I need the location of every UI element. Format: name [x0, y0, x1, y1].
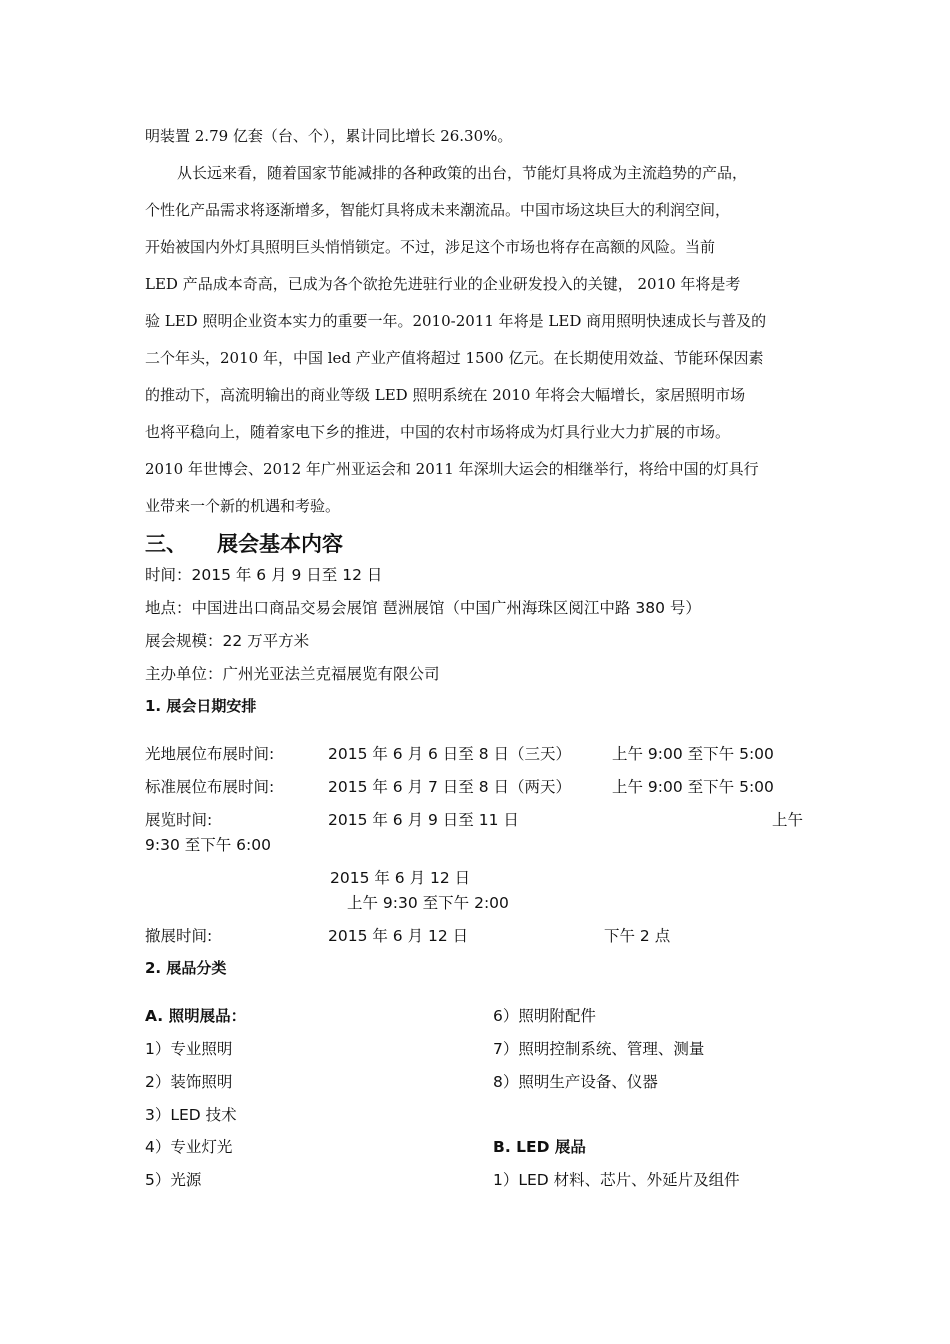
- paragraph-line: 的推动下，高流明输出的商业等级 LED 照明系统在 2010 年将会大幅增长，家居照明市场: [145, 386, 746, 404]
- schedule-label: 撤展时间:: [145, 927, 213, 945]
- info-location: 地点：中国进出口商品交易会展馆 琶洲展馆（中国广州海珠区阅江中路 380 号）: [145, 599, 701, 617]
- schedule-label: 标准展位布展时间:: [145, 778, 275, 796]
- schedule-time: 上午 9:00 至下午 5:00: [612, 778, 774, 796]
- category-group-title: B. LED 展品: [493, 1138, 586, 1156]
- schedule-date: 2015 年 6 月 12 日: [330, 869, 471, 887]
- paragraph-line: 业带来一个新的机遇和考验。: [145, 497, 341, 515]
- schedule-date: 2015 年 6 月 12 日: [328, 927, 469, 945]
- category-item: 6）照明附配件: [493, 1007, 596, 1025]
- paragraph-line: 从长远来看，随着国家节能减排的各种政策的出台，节能灯具将成为主流趋势的产品，: [177, 164, 748, 182]
- schedule-time: 上午: [772, 811, 804, 829]
- info-scale: 展会规模：22 万平方米: [145, 632, 310, 650]
- schedule-date: 2015 年 6 月 9 日至 11 日: [328, 811, 519, 829]
- schedule-time: 下午 2 点: [604, 927, 671, 945]
- info-time: 时间：2015 年 6 月 9 日至 12 日: [145, 566, 383, 584]
- paragraph-line: LED 产品成本奇高，已成为各个欲抢先进驻行业的企业研发投入的关键， 2010 年将是考: [145, 275, 741, 293]
- schedule-label: 光地展位布展时间:: [145, 745, 275, 763]
- paragraph-line: 明装置 2.79 亿套（台、个），累计同比增长 26.30%。: [145, 127, 513, 145]
- section-heading: [145, 528, 343, 558]
- info-organizer: 主办单位：广州光亚法兰克福展览有限公司: [145, 665, 440, 683]
- paragraph-line: 二个年头，2010 年，中国 led 产业产值将超过 1500 亿元。在长期使用效益、节能环保因素: [145, 349, 764, 367]
- schedule-label: 展览时间:: [145, 811, 213, 829]
- paragraph-line: 2010 年世博会、2012 年广州亚运会和 2011 年深圳大运会的相继举行，将给中国的灯具行: [145, 460, 759, 478]
- category-group-title: A. 照明展品：: [145, 1007, 247, 1025]
- category-item: 5）光源: [145, 1171, 202, 1189]
- category-item: 7）照明控制系统、管理、测量: [493, 1040, 705, 1058]
- category-item: 8）照明生产设备、仪器: [493, 1073, 658, 1091]
- category-item: 1）专业照明: [145, 1040, 233, 1058]
- schedule-time: 上午 9:30 至下午 2:00: [347, 894, 509, 912]
- paragraph-line: 开始被国内外灯具照明巨头悄悄锁定。不过，涉足这个市场也将存在高额的风险。当前: [145, 238, 716, 256]
- schedule-time: 上午 9:00 至下午 5:00: [612, 745, 774, 763]
- schedule-date: 2015 年 6 月 7 日至 8 日（两天）: [328, 778, 572, 796]
- schedule-heading: 1. 展会日期安排: [145, 697, 257, 715]
- section-title: 展会基本内容: [217, 532, 343, 556]
- section-number: 三、: [145, 532, 187, 556]
- schedule-time: 9:30 至下午 6:00: [145, 836, 271, 854]
- category-item: 4）专业灯光: [145, 1138, 233, 1156]
- category-item: 3）LED 技术: [145, 1106, 237, 1124]
- category-item: 2）装饰照明: [145, 1073, 233, 1091]
- paragraph-line: 个性化产品需求将逐渐增多，智能灯具将成未来潮流品。中国市场这块巨大的利润空间，: [145, 201, 731, 219]
- paragraph-line: 也将平稳向上，随着家电下乡的推进，中国的农村市场将成为灯具行业大力扩展的市场。: [145, 423, 731, 441]
- categories-heading: 2. 展品分类: [145, 959, 227, 977]
- schedule-date: 2015 年 6 月 6 日至 8 日（三天）: [328, 745, 572, 763]
- category-item: 1）LED 材料、芯片、外延片及组件: [493, 1171, 740, 1189]
- paragraph-line: 验 LED 照明企业资本实力的重要一年。2010-2011 年将是 LED 商用照明快速成长与普及的: [145, 312, 767, 330]
